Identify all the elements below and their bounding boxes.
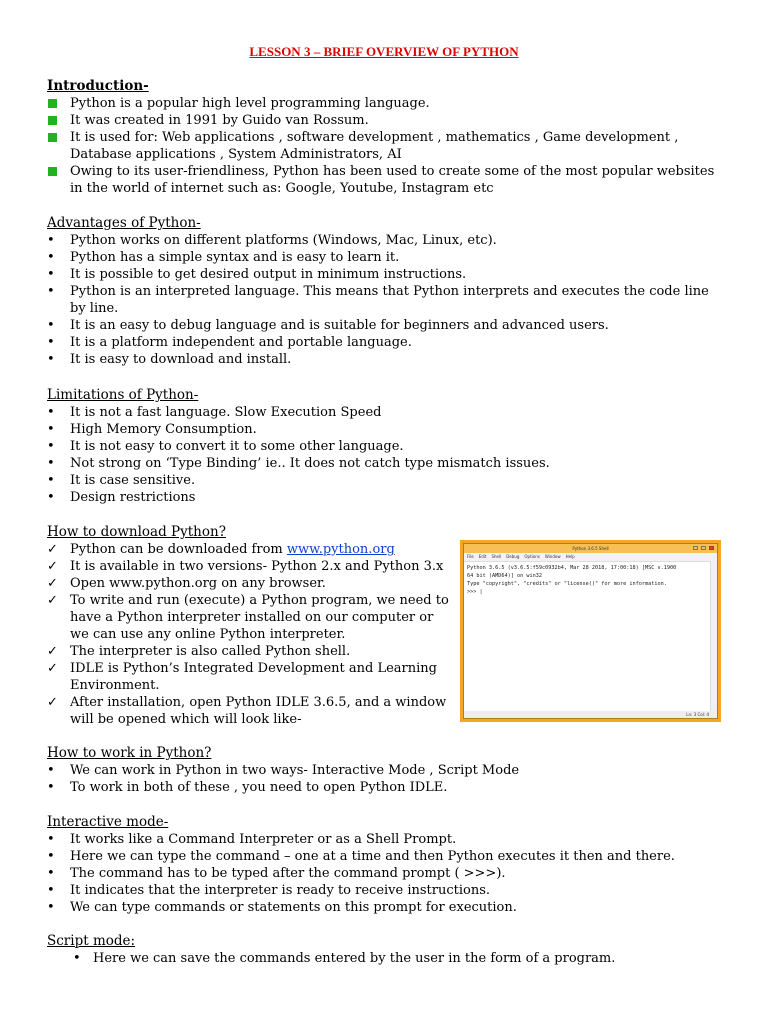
bullet-icon	[47, 283, 61, 300]
green-square-bullet-icon	[47, 163, 61, 180]
idle-scrollbar	[710, 561, 717, 711]
howto-section	[47, 745, 519, 796]
list-item-line: After installation, open Python IDLE 3.6.5, and a window	[70, 695, 447, 710]
close-icon	[709, 546, 714, 550]
bullet-icon	[47, 899, 61, 916]
list-item-line: It is used for: Web applications , software development , mathematics , Game development ,	[70, 130, 679, 145]
check-icon	[47, 558, 61, 575]
list-item-line: Not strong on ‘Type Binding’ ie.. It does not catch type mismatch issues.	[70, 456, 550, 471]
bullet-icon	[47, 848, 61, 865]
list-item	[47, 283, 709, 317]
idle-menu-item[interactable]: File	[467, 554, 474, 559]
list-item	[47, 421, 550, 438]
bullet-icon	[47, 489, 61, 506]
list-item	[47, 317, 709, 334]
idle-menu-item[interactable]: Edit	[478, 554, 487, 559]
download-heading: How to download Python?	[47, 524, 226, 540]
list-item-line: by line.	[70, 301, 119, 316]
list-item-line: have a Python interpreter installed on our computer or	[70, 610, 434, 625]
list-item-line: Python is a popular high level programming language.	[70, 96, 430, 111]
green-square-bullet-icon	[47, 112, 61, 129]
list-item	[47, 112, 714, 129]
bullet-icon	[47, 455, 61, 472]
intro-list	[47, 95, 714, 197]
bullet-icon	[47, 421, 61, 438]
bullet-icon	[47, 266, 61, 283]
idle-shell-output	[464, 562, 717, 598]
page-title: LESSON 3 – BRIEF OVERVIEW OF PYTHON	[249, 44, 519, 59]
idle-output-line: >>> |	[467, 589, 483, 595]
list-item-line: Database applications , System Administrators, AI	[70, 147, 402, 162]
check-icon	[47, 660, 61, 677]
list-item	[47, 334, 709, 351]
intro-heading: Introduction-	[47, 78, 149, 94]
list-item-line: High Memory Consumption.	[70, 422, 257, 437]
list-item	[47, 779, 519, 796]
list-item	[47, 351, 709, 368]
interactive-heading: Interactive mode-	[47, 814, 169, 830]
minimize-icon	[693, 546, 698, 550]
list-item	[47, 694, 449, 728]
list-item-line: It was created in 1991 by Guido van Rossum.	[70, 113, 369, 128]
check-icon	[47, 575, 61, 592]
list-item	[47, 249, 709, 266]
idle-status-bar: Ln: 3 Col: 4	[464, 711, 717, 718]
list-item-line: The interpreter is also called Python shell.	[70, 644, 351, 659]
list-item-line: Python is an interpreted language. This means that Python interprets and executes the code line	[70, 284, 709, 299]
bullet-icon	[47, 249, 61, 266]
advantages-section	[47, 215, 709, 368]
list-item-line: It is an easy to debug language and is suitable for beginners and advanced users.	[70, 318, 609, 333]
check-icon	[47, 541, 61, 558]
list-item-line: It is available in two versions- Python 2.x and Python 3.x	[70, 559, 444, 574]
list-item-line: The command has to be typed after the command prompt ( >>>).	[70, 866, 506, 881]
idle-titlebar	[464, 544, 717, 553]
list-item	[47, 899, 675, 916]
list-item	[47, 472, 550, 489]
idle-menu-item[interactable]: Window	[544, 554, 561, 559]
idle-output-line: Type "copyright", "credits" or "license()" for more information.	[467, 581, 667, 587]
list-item-line: Owing to its user-friendliness, Python has been used to create some of the most popular websites	[70, 164, 715, 179]
download-list	[47, 558, 449, 728]
list-item-line: We can type commands or statements on this prompt for execution.	[70, 900, 517, 915]
download-item	[47, 541, 449, 558]
list-item-line: Python has a simple syntax and is easy to learn it.	[70, 250, 400, 265]
list-item-line: It is possible to get desired output in minimum instructions.	[70, 267, 467, 282]
script-heading: Script mode:	[47, 933, 136, 949]
list-item-line: will be opened which will look like-	[70, 712, 302, 727]
list-item	[47, 643, 449, 660]
check-icon	[47, 643, 61, 660]
list-item	[47, 489, 550, 506]
bullet-icon	[47, 882, 61, 899]
idle-window-screenshot	[460, 540, 721, 722]
python-org-link[interactable]: www.python.org	[286, 542, 395, 557]
check-icon	[47, 592, 61, 609]
advantages-heading: Advantages of Python-	[47, 215, 201, 231]
list-item-line: Here we can save the commands entered by the user in the form of a program.	[93, 951, 616, 966]
bullet-icon	[47, 831, 61, 848]
list-item-line: It is case sensitive.	[70, 473, 196, 488]
bullet-icon	[73, 950, 87, 967]
list-item-line: It indicates that the interpreter is ready to receive instructions.	[70, 883, 491, 898]
list-item	[47, 660, 449, 694]
list-item-line: Python works on different platforms (Windows, Mac, Linux, etc).	[70, 233, 497, 248]
list-item	[47, 762, 519, 779]
howto-list	[47, 762, 519, 796]
list-item-line: It is not easy to convert it to some other language.	[70, 439, 404, 454]
list-item-line: It is a platform independent and portable language.	[70, 335, 412, 350]
list-item	[47, 95, 714, 112]
list-item-line: It is not a fast language. Slow Execution Speed	[70, 405, 382, 420]
idle-window	[463, 543, 718, 719]
maximize-icon	[701, 546, 706, 550]
list-item-line: It is easy to download and install.	[70, 352, 292, 367]
bullet-icon	[47, 232, 61, 249]
list-item-line: Here we can type the command – one at a time and then Python executes it then and there.	[70, 849, 675, 864]
limitations-list	[47, 404, 550, 506]
list-item	[47, 438, 550, 455]
idle-menu-item[interactable]: Debug	[506, 554, 520, 559]
list-item-line: in the world of internet such as: Google, Youtube, Instagram etc	[70, 181, 494, 196]
green-square-bullet-icon	[47, 129, 61, 146]
idle-menu-item[interactable]: Shell	[491, 554, 502, 559]
list-item	[47, 950, 615, 967]
list-item	[47, 266, 709, 283]
bullet-icon	[47, 404, 61, 421]
bullet-icon	[47, 472, 61, 489]
script-list	[47, 950, 615, 967]
download-first-text: Python can be downloaded from	[70, 542, 287, 557]
interactive-list	[47, 831, 675, 916]
idle-menubar	[464, 553, 717, 562]
howto-heading: How to work in Python?	[47, 745, 212, 761]
list-item	[47, 163, 714, 197]
idle-output-line: 64 bit (AMD64)] on win32	[467, 573, 542, 579]
bullet-icon	[47, 317, 61, 334]
list-item	[47, 882, 675, 899]
list-item	[47, 592, 449, 643]
window-controls	[693, 546, 714, 550]
interactive-section	[47, 814, 675, 916]
advantages-list	[47, 232, 709, 368]
list-item	[47, 232, 709, 249]
list-item	[47, 404, 550, 421]
list-item-line: Design restrictions	[70, 490, 196, 505]
list-item	[47, 455, 550, 472]
list-item	[47, 558, 449, 575]
limitations-heading: Limitations of Python-	[47, 387, 199, 403]
list-item-line: We can work in Python in two ways- Interactive Mode , Script Mode	[70, 763, 520, 778]
idle-window-title: Python 3.6.5 Shell	[572, 546, 609, 551]
bullet-icon	[47, 865, 61, 882]
idle-menu-item[interactable]: Options	[524, 554, 540, 559]
list-item	[47, 848, 675, 865]
list-item-line: Environment.	[70, 678, 160, 693]
list-item	[47, 575, 449, 592]
idle-menu-item[interactable]: Help	[565, 554, 575, 559]
list-item-line: Open www.python.org on any browser.	[70, 576, 326, 591]
intro-section	[47, 78, 714, 197]
idle-output-line: Python 3.6.5 (v3.6.5:f59c0932b4, Mar 28 2018, 17:00:18) [MSC v.1900	[467, 565, 677, 571]
list-item	[47, 865, 675, 882]
list-item-line: To work in both of these , you need to open Python IDLE.	[70, 780, 448, 795]
bullet-icon	[47, 438, 61, 455]
list-item-line: we can use any online Python interpreter.	[70, 627, 346, 642]
list-item-line: It works like a Command Interpreter or as a Shell Prompt.	[70, 832, 457, 847]
list-item-line: IDLE is Python’s Integrated Development and Learning	[70, 661, 437, 676]
bullet-icon	[47, 779, 61, 796]
script-section	[47, 933, 615, 967]
check-icon	[47, 694, 61, 711]
green-square-bullet-icon	[47, 95, 61, 112]
download-section	[47, 524, 449, 728]
list-item	[47, 831, 675, 848]
bullet-icon	[47, 762, 61, 779]
list-item-line: To write and run (execute) a Python program, we need to	[70, 593, 449, 608]
bullet-icon	[47, 351, 61, 368]
list-item	[47, 129, 714, 163]
bullet-icon	[47, 334, 61, 351]
limitations-section	[47, 387, 550, 506]
